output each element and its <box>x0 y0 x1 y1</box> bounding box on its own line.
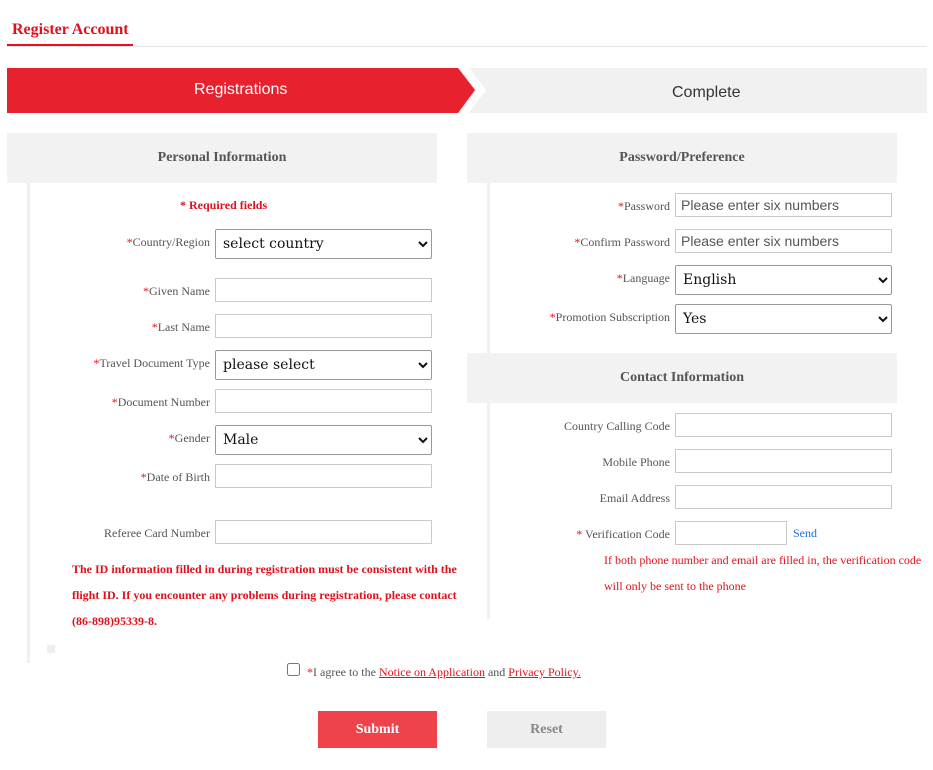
language-label: *Language <box>616 271 670 285</box>
referee-card-input[interactable] <box>215 520 432 544</box>
reset-button[interactable]: Reset <box>487 711 606 748</box>
title-divider <box>7 46 927 47</box>
date-of-birth-label: *Date of Birth <box>140 470 210 484</box>
verification-code-input[interactable] <box>675 521 787 545</box>
promotion-subscription-label: *Promotion Subscription <box>549 310 670 324</box>
password-label: *Password <box>617 199 670 213</box>
agreement-text: *I agree to the Notice on Application and Privacy Policy. <box>307 665 581 679</box>
step-complete-label: Complete <box>672 84 741 101</box>
travel-doc-type-select[interactable] <box>215 350 432 380</box>
agree-checkbox[interactable] <box>287 663 300 676</box>
mobile-phone-input[interactable] <box>675 449 892 473</box>
last-name-input[interactable] <box>215 314 432 338</box>
privacy-policy-link[interactable]: Privacy Policy. <box>508 665 581 679</box>
document-number-label: *Document Number <box>111 395 210 409</box>
verification-code-label: * Verification Code <box>576 527 670 541</box>
gender-select[interactable] <box>215 425 432 455</box>
password-panel-border <box>487 183 490 353</box>
gender-label: *Gender <box>168 431 210 445</box>
calling-code-input[interactable] <box>675 413 892 437</box>
language-select[interactable] <box>675 265 892 295</box>
collapse-marker <box>47 645 55 653</box>
password-input[interactable] <box>675 193 892 217</box>
send-code-link[interactable]: Send <box>793 526 817 540</box>
country-label: *Country/Region <box>126 235 210 249</box>
promotion-subscription-select[interactable] <box>675 304 892 334</box>
email-address-label: Email Address <box>599 491 670 505</box>
notice-on-application-link[interactable]: Notice on Application <box>378 665 485 679</box>
page-title: Register Account <box>12 21 129 38</box>
given-name-label: *Given Name <box>143 284 210 298</box>
password-preference-heading: Password/Preference <box>467 133 897 183</box>
contact-info-heading: Contact Information <box>467 353 897 403</box>
registration-steps <box>7 68 927 113</box>
required-fields-note: * Required fields <box>180 198 268 212</box>
document-number-input[interactable] <box>215 389 432 413</box>
calling-code-label: Country Calling Code <box>564 419 670 433</box>
travel-doc-type-label: *Travel Document Type <box>93 356 210 370</box>
personal-info-heading: Personal Information <box>7 133 437 183</box>
submit-button[interactable]: Submit <box>318 711 437 748</box>
date-of-birth-input[interactable] <box>215 464 432 488</box>
verification-note: If both phone number and email are filled in, the verification code will only be sent to the phone <box>604 553 922 593</box>
mobile-phone-label: Mobile Phone <box>602 455 670 469</box>
personal-panel-border <box>27 183 30 663</box>
id-consistency-notice: The ID information filled in during registration must be consistent with the flight ID. If you encounter any problems during registration, please contact (86-898)95339-8. <box>72 562 457 628</box>
contact-panel-border <box>487 403 490 619</box>
confirm-password-input[interactable] <box>675 229 892 253</box>
last-name-label: *Last Name <box>151 320 210 334</box>
step-registrations-label: Registrations <box>194 81 288 98</box>
country-select[interactable] <box>215 229 432 259</box>
email-address-input[interactable] <box>675 485 892 509</box>
confirm-password-label: *Confirm Password <box>574 235 670 249</box>
given-name-input[interactable] <box>215 278 432 302</box>
referee-card-label: Referee Card Number <box>104 526 210 540</box>
